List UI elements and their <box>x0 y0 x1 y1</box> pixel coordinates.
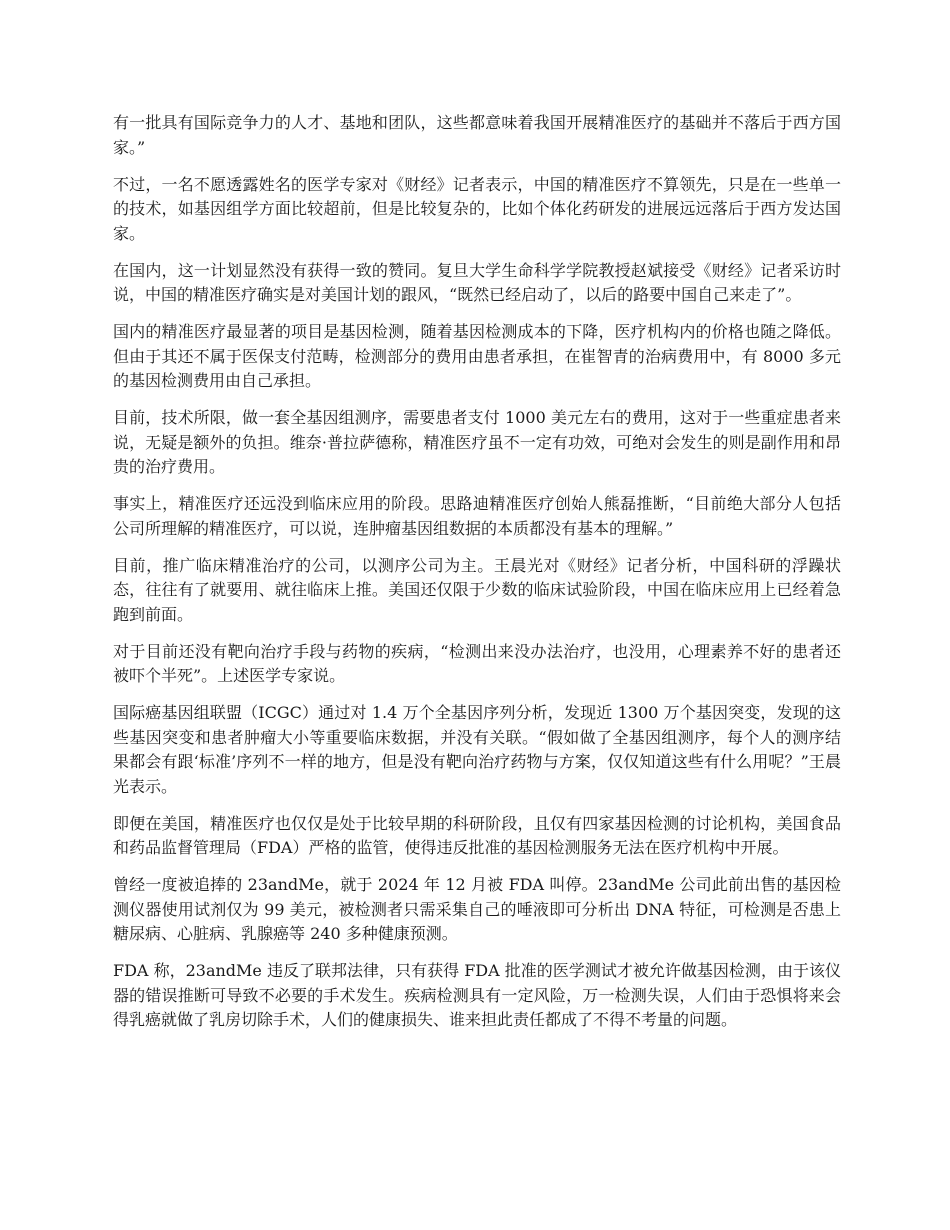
paragraph-1: 有一批具有国际竞争力的人才、基地和团队，这些都意味着我国开展精准医疗的基础并不落后于西方国家。” <box>113 113 841 157</box>
paragraph-11: 曾经一度被追捧的 23andMe，就于 2024 年 12 月被 FDA 叫停。23andMe 公司此前出售的基因检测仪器使用试剂仅为 99 美元，被检测者只需采集自己的唾液即可分析出 DNA 特征，可检测是否患上糖尿病、心脏病、乳腺癌等 240 多种健康预测。 <box>113 875 841 943</box>
paragraph-7: 目前，推广临床精准治疗的公司，以测序公司为主。王晨光对《财经》记者分析，中国科研的浮躁状态，往往有了就要用、就往临床上推。美国还仅限于少数的临床试验阶段，中国在临床应用上已经着急跑到前面。 <box>113 555 841 624</box>
document-body <box>113 111 841 1045</box>
paragraph-5: 目前，技术所限，做一套全基因组测序，需要患者支付 1000 美元左右的费用，这对于一些重症患者来说，无疑是额外的负担。维奈·普拉萨德称，精准医疗虽不一定有功效，可绝对会发生的则是副作用和昂贵的治疗费用。 <box>113 408 841 476</box>
paragraph-12: FDA 称，23andMe 违反了联邦法律，只有获得 FDA 批准的医学测试才被允许做基因检测，由于该仪器的错误推断可导致不必要的手术发生。疾病检测具有一定风险，万一检测失误，人们由于恐惧将来会得乳癌就做了乳房切除手术，人们的健康损失、谁来担此责任都成了不得不考量的问题。 <box>113 961 841 1029</box>
paragraph-2: 不过，一名不愿透露姓名的医学专家对《财经》记者表示，中国的精准医疗不算领先，只是在一些单一的技术，如基因组学方面比较超前，但是比较复杂的，比如个体化药研发的进展远远落后于西方发达国家。 <box>113 174 841 243</box>
paragraph-8: 对于目前还没有靶向治疗手段与药物的疾病，“检测出来没办法治疗，也没用，心理素养不好的患者还被吓个半死”。上述医学专家说。 <box>113 641 841 685</box>
paragraph-9: 国际癌基因组联盟（ICGC）通过对 1.4 万个全基因序列分析，发现近 1300 万个基因突变，发现的这些基因突变和患者肿瘤大小等重要临床数据，并没有关联。“假如做了全基因组测序，每个人的测序结果都会有跟‘标准’序列不一样的地方，但是没有靶向治疗药物与方案，仅仅知道这些有什么用呢？”王晨光表示。 <box>113 703 841 796</box>
paragraph-6: 事实上，精准医疗还远没到临床应用的阶段。思路迪精准医疗创始人熊磊推断，“目前绝大部分人包括公司所理解的精准医疗，可以说，连肿瘤基因组数据的本质都没有基本的理解。” <box>113 494 841 538</box>
paragraph-10: 即便在美国，精准医疗也仅仅是处于比较早期的科研阶段，且仅有四家基因检测的讨论机构，美国食品和药品监督管理局（FDA）严格的监管，使得违反批准的基因检测服务无法在医疗机构中开展。 <box>113 813 841 857</box>
paragraph-4: 国内的精准医疗最显著的项目是基因检测，随着基因检测成本的下降，医疗机构内的价格也随之降低。但由于其还不属于医保支付范畴，检测部分的费用由患者承担，在崔智青的治病费用中，有 8000 多元的基因检测费用由自己承担。 <box>113 322 841 390</box>
paragraph-3: 在国内，这一计划显然没有获得一致的赞同。复旦大学生命科学学院教授赵斌接受《财经》记者采访时说，中国的精准医疗确实是对美国计划的跟风，“既然已经启动了，以后的路要中国自己来走了”。 <box>113 260 841 304</box>
